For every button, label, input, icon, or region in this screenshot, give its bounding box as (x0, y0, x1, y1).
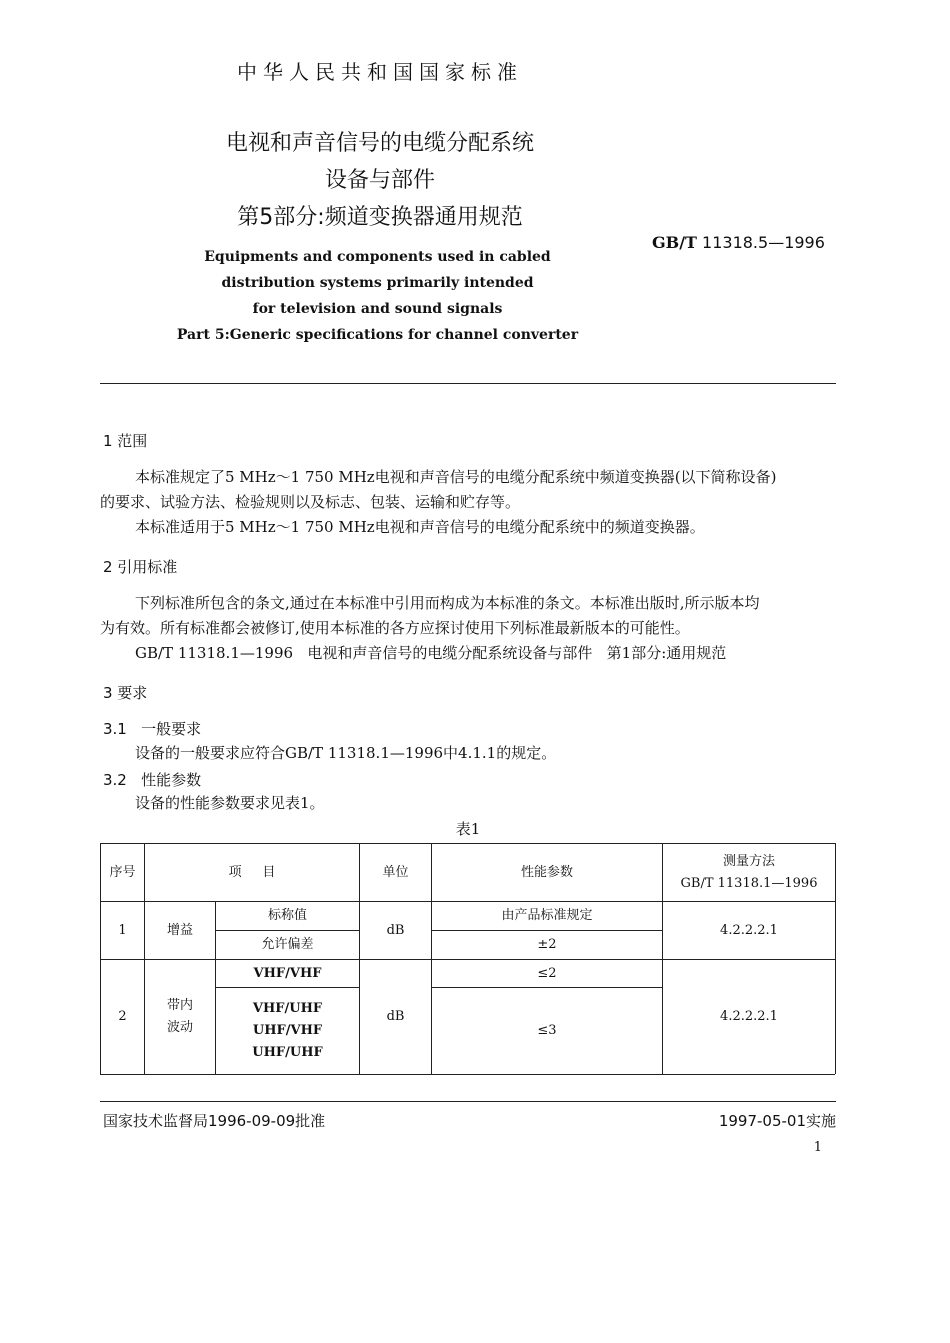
section-3-1-text: 设备的一般要求应符合GB/T 11318.1—1996中4.1.1的规定。 (135, 744, 557, 762)
row2-sub3: UHF/VHF (252, 1023, 323, 1038)
english-title-line-1: Equipments and components used in cabled (204, 249, 551, 265)
row2-item-line-2: 波动 (166, 1020, 193, 1035)
table-caption: 表1 (455, 820, 481, 838)
section-1-para-1: 本标准规定了5 MHz～1 750 MHz电视和声音信号的电缆分配系统中频道变换器(以下简称设备) (135, 468, 777, 486)
national-standard-label: 中华人民共和国国家标准 (237, 60, 523, 84)
chinese-title-line-1: 电视和声音信号的电缆分配系统 (225, 131, 534, 156)
row1-val1: 由产品标准规定 (501, 908, 593, 923)
row1-sub2: 允许偏差 (261, 937, 314, 952)
header-unit: 单位 (382, 864, 409, 880)
header-no: 序号 (109, 864, 136, 880)
effective-date: 1997-05-01实施 (718, 1112, 836, 1130)
page-number: 1 (813, 1140, 822, 1155)
row1-method: 4.2.2.2.1 (720, 922, 778, 938)
section-3-1-heading: 3.1 一般要求 (103, 720, 202, 738)
header-param: 性能参数 (520, 864, 573, 880)
section-3-heading: 3 要求 (103, 684, 148, 702)
row2-val2: ≤3 (537, 1023, 557, 1038)
section-2-para-1-cont: 为有效。所有标准都会被修订,使用本标准的各方应探讨使用下列标准最新版本的可能性。 (100, 619, 690, 637)
header-divider (100, 383, 836, 384)
row2-unit: dB (386, 1009, 405, 1024)
standard-prefix: GB/T (652, 233, 697, 252)
row2-sub1: VHF/VHF (253, 965, 322, 981)
row2-sub-group (216, 988, 359, 1074)
header-method-line-2: GB/T 11318.1—1996 (680, 875, 818, 891)
row1-no: 1 (118, 922, 127, 938)
row1-unit: dB (386, 922, 405, 938)
row2-sub4: UHF/UHF (252, 1045, 323, 1060)
row2-item (145, 960, 215, 1074)
section-1-para-2: 本标准适用于5 MHz～1 750 MHz电视和声音信号的电缆分配系统中的频道变换器。 (135, 518, 705, 536)
section-2-para-1: 下列标准所包含的条文,通过在本标准中引用而构成为本标准的条文。本标准出版时,所示版本均 (135, 594, 760, 612)
english-title-line-2: distribution systems primarily intended (221, 275, 534, 291)
english-title-line-3: for television and sound signals (252, 301, 503, 317)
section-3-2-text: 设备的性能参数要求见表1。 (135, 794, 325, 812)
row2-sub2: VHF/UHF (252, 1001, 323, 1016)
approval-date: 国家技术监督局1996-09-09批准 (103, 1112, 326, 1130)
header-item: 项 目 (228, 864, 276, 880)
header-method (663, 844, 835, 901)
chinese-title-line-2: 设备与部件 (324, 168, 435, 193)
section-2-reference: GB/T 11318.1—1996 电视和声音信号的电缆分配系统设备与部件 第1部分:通用规范 (135, 644, 727, 662)
chinese-title-line-3: 第5部分:频道变换器通用规范 (237, 205, 523, 230)
row2-val1: ≤2 (537, 965, 557, 981)
section-3-2-heading: 3.2 性能参数 (103, 771, 202, 789)
section-1-para-1-cont: 的要求、试验方法、检验规则以及标志、包装、运输和贮存等。 (100, 493, 521, 511)
standard-number (652, 233, 825, 252)
section-2-heading: 2 引用标准 (103, 558, 178, 576)
section-1-heading: 1 范围 (103, 432, 148, 450)
row2-no: 2 (118, 1009, 127, 1024)
footer-divider (100, 1101, 836, 1102)
row2-item-line-1: 带内 (166, 998, 193, 1013)
row1-item: 增益 (166, 922, 193, 938)
standard-code: 11318.5—1996 (702, 233, 825, 252)
row1-sub1: 标称值 (267, 908, 307, 923)
row1-val2: ±2 (537, 937, 557, 952)
row2-method: 4.2.2.2.1 (720, 1009, 778, 1024)
english-title-line-4: Part 5:Generic specifications for channel converter (176, 327, 579, 343)
header-method-line-1: 测量方法 (722, 853, 775, 869)
